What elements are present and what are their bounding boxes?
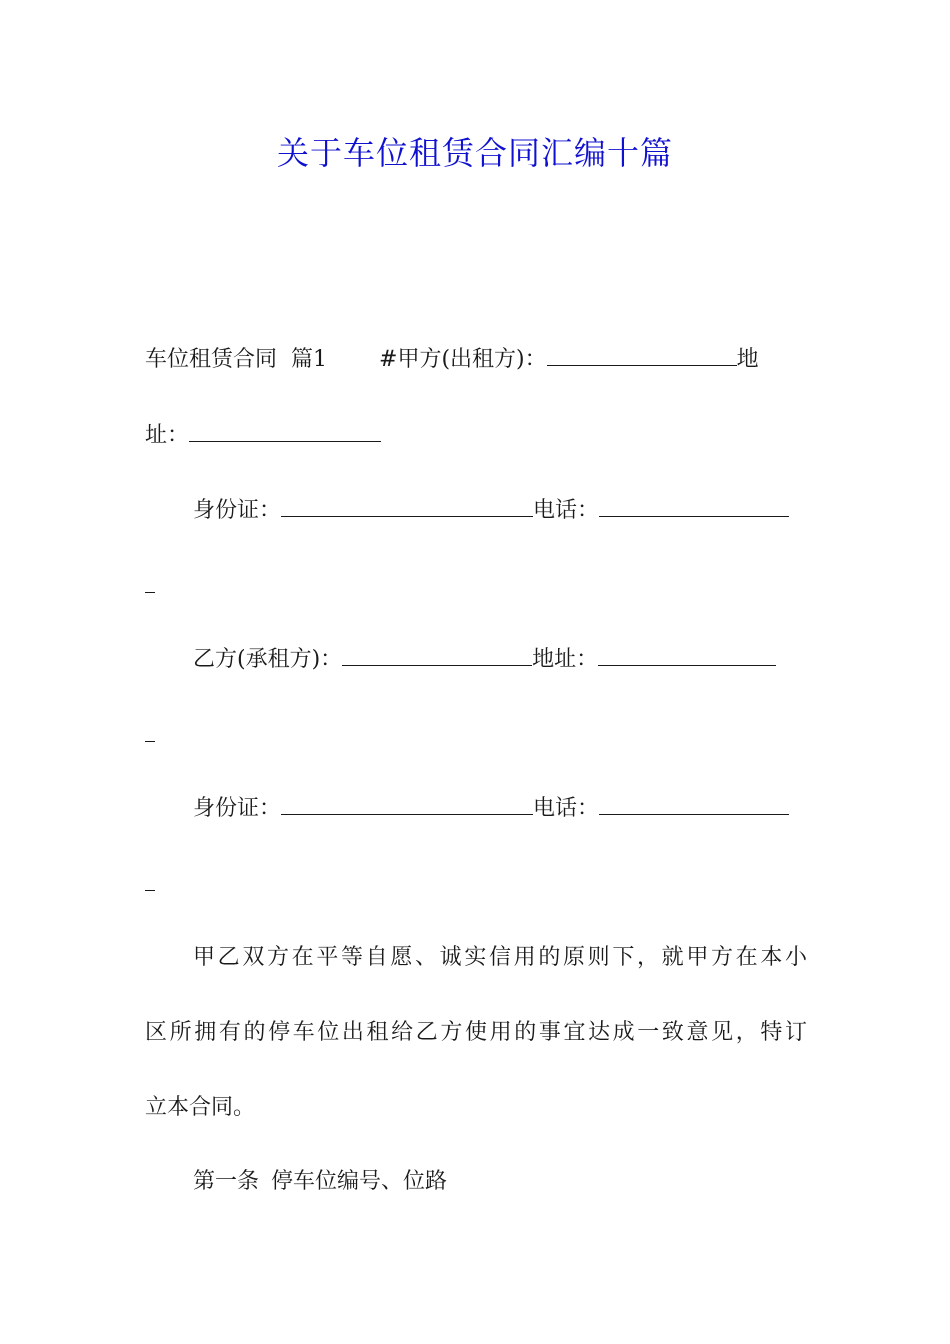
party-a-phone-label: 电话： [533,498,600,523]
party-a-id-blank [281,496,533,517]
paragraph-line-1: 甲乙双方在平等自愿、诚实信用的原则下，就甲方在本小 [193,945,807,970]
party-b-address-label: 地址： [532,647,599,672]
party-a-id-line [145,496,807,526]
party-b-id-blank [281,794,533,815]
party-b-phone-label: 电话： [533,796,600,821]
address-prefix: 地 [736,347,759,372]
party-b-address-blank [598,645,776,666]
section-label: 车位租赁合同 [145,347,278,372]
part-label: 篇1 [291,347,328,372]
paragraph-line-2: 区所拥有的停车位出租给乙方使用的事宜达成一致意见，特订 [145,1020,807,1045]
party-a-id-label: 身份证： [193,498,282,523]
party-b-phone-blank [599,794,789,815]
party-a-address-blank [189,421,381,442]
clause-1-heading [145,1167,807,1197]
party-b-address-blank-continued [145,741,155,742]
party-a-address-label: 址： [145,423,190,448]
party-a-name-blank [547,345,737,366]
header-line [145,345,807,375]
party-b-line [145,645,807,675]
clause-1-number: 第一条 [193,1169,260,1194]
party-a-address-line [145,421,807,451]
party-b-label: 乙方(承租方)： [193,647,343,672]
party-b-phone-blank-continued [145,890,155,891]
party-b-id-label: 身份证： [193,796,282,821]
party-b-id-line [145,794,807,824]
clause-1-title: 停车位编号、位路 [271,1169,448,1194]
party-a-phone-blank-continued [145,592,155,593]
document-title: 关于车位租赁合同汇编十篇 [276,134,673,172]
party-a-label: #甲方(出租方)： [379,347,547,372]
paragraph-line-3: 立本合同。 [145,1095,256,1120]
party-b-name-blank [342,645,532,666]
party-a-phone-blank [599,496,789,517]
